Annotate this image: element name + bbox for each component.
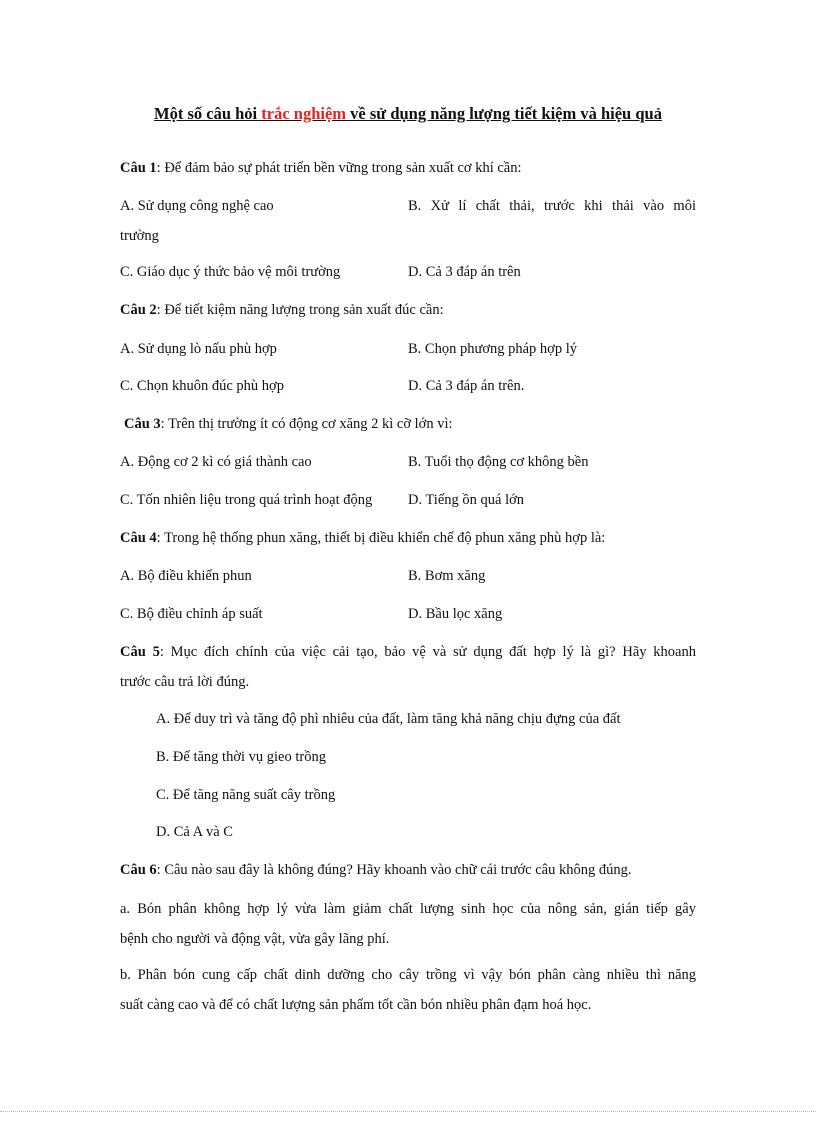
q5-option-a: A. Để duy trì và tăng độ phì nhiêu của đất, làm tăng khả năng chịu đựng của đất bbox=[156, 711, 621, 727]
title-after: về sử dụng năng lượng tiết kiệm và hiệu quả bbox=[346, 104, 662, 123]
q5-option-b: B. Để tăng thời vụ gieo trồng bbox=[156, 749, 326, 765]
q2-option-c: C. Chọn khuôn đúc phù hợp bbox=[120, 378, 284, 394]
question-6 bbox=[120, 860, 631, 880]
question-5-continued: trước câu trả lời đúng. bbox=[120, 674, 250, 690]
question-text: : Để tiết kiệm năng lượng trong sản xuất đúc cần: bbox=[156, 302, 444, 318]
q3-option-a: A. Động cơ 2 kì có giá thành cao bbox=[120, 454, 312, 470]
q6-statement-b: b. Phân bón cung cấp chất dinh dưỡng cho cây trồng vì vậy bón phân càng nhiều thì năng bbox=[120, 967, 696, 983]
question-5 bbox=[120, 642, 696, 662]
q3-option-b: B. Tuổi thọ động cơ không bền bbox=[408, 454, 589, 470]
question-3 bbox=[124, 414, 453, 434]
q6-statement-a-continued: bệnh cho người và động vật, vừa gây lãng phí. bbox=[120, 931, 390, 947]
q4-option-a: A. Bộ điều khiển phun bbox=[120, 568, 252, 584]
q4-option-c: C. Bộ điều chỉnh áp suất bbox=[120, 606, 263, 622]
title-highlight: trắc nghiệm bbox=[261, 104, 347, 123]
title-before: Một số câu hỏi bbox=[154, 104, 262, 123]
q2-option-d: D. Cả 3 đáp án trên. bbox=[408, 378, 525, 394]
q2-option-a: A. Sử dụng lò nấu phù hợp bbox=[120, 341, 277, 357]
q3-option-d: D. Tiếng ồn quá lớn bbox=[408, 492, 525, 508]
q5-option-c: C. Để tăng năng suất cây trồng bbox=[156, 787, 336, 803]
q1-option-b: B. Xử lí chất thải, trước khi thải vào môi bbox=[408, 198, 696, 214]
question-text: : Để đảm bảo sự phát triển bền vững trong sản xuất cơ khí cần: bbox=[156, 160, 522, 176]
question-number: Câu 6 bbox=[120, 862, 157, 878]
q4-option-b: B. Bơm xăng bbox=[408, 568, 486, 584]
page-title bbox=[120, 104, 696, 124]
q4-option-d: D. Bầu lọc xăng bbox=[408, 606, 503, 622]
question-text: : Trong hệ thống phun xăng, thiết bị điều khiển chế độ phun xăng phù hợp là: bbox=[156, 530, 606, 546]
page-break-divider bbox=[0, 1111, 816, 1112]
q2-option-b: B. Chọn phương pháp hợp lý bbox=[408, 341, 578, 357]
question-text: : Mục đích chính của việc cải tạo, bảo vệ và sử dụng đất hợp lý là gì? Hãy khoanh bbox=[159, 644, 696, 660]
question-number: Câu 5 bbox=[120, 644, 160, 660]
q5-option-d: D. Cả A và C bbox=[156, 824, 233, 840]
q1-option-d: D. Cả 3 đáp án trên bbox=[408, 264, 521, 280]
question-number: Câu 4 bbox=[120, 530, 157, 546]
q1-option-a: A. Sử dụng công nghệ cao bbox=[120, 198, 274, 214]
question-number: Câu 3 bbox=[124, 416, 161, 432]
question-4 bbox=[120, 528, 605, 548]
question-2 bbox=[120, 300, 444, 320]
question-text: : Câu nào sau đây là không đúng? Hãy khoanh vào chữ cái trước câu không đúng. bbox=[156, 862, 632, 878]
question-number: Câu 2 bbox=[120, 302, 157, 318]
q6-statement-b-continued: suất càng cao và để có chất lượng sản phẩm tốt cần bón nhiều phân đạm hoá học. bbox=[120, 997, 592, 1013]
question-text: : Trên thị trường ít có động cơ xăng 2 kì cỡ lớn vì: bbox=[160, 416, 453, 432]
q1-option-b-continued: trường bbox=[120, 228, 159, 244]
question-1 bbox=[120, 158, 522, 178]
question-number: Câu 1 bbox=[120, 160, 157, 176]
q6-statement-a: a. Bón phân không hợp lý vừa làm giảm chất lượng sinh học của nông sản, gián tiếp gây bbox=[120, 901, 696, 917]
q1-option-c: C. Giáo dục ý thức bảo vệ môi trường bbox=[120, 264, 341, 280]
q3-option-c: C. Tốn nhiên liệu trong quá trình hoạt động bbox=[120, 492, 373, 508]
